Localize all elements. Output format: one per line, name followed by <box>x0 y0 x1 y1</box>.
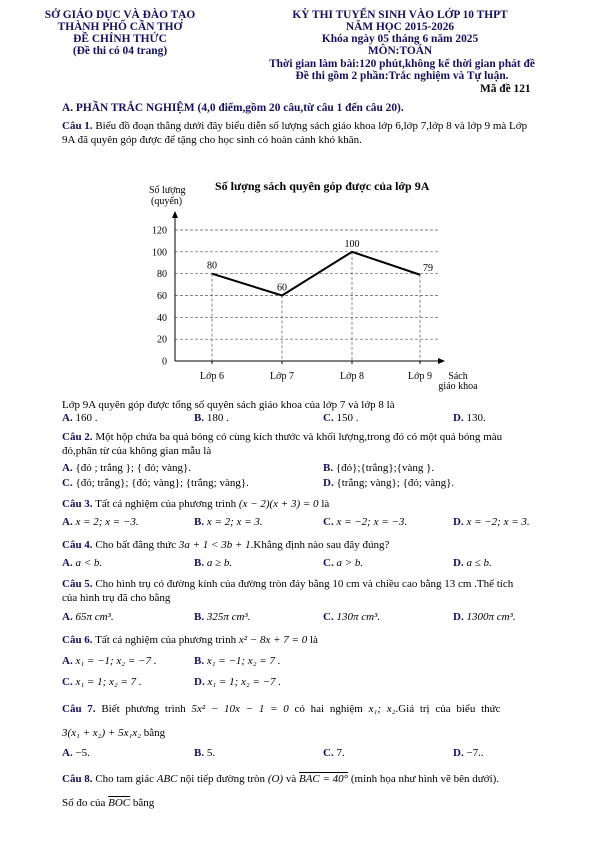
x-tick-label: Lớp 8 <box>340 371 364 382</box>
exam-code: Mã đề 121 <box>480 83 531 95</box>
q2-text-1: Một hộp chứa ba quả bóng có cùng kích thước và khối lượng,trong đó có một quả bóng màu <box>95 431 503 443</box>
q2-text-2: đỏ,phân từ của không gian mẫu là <box>62 445 212 457</box>
q2-option-c[interactable]: C. {đỏ; trắng}; {đỏ; vàng}; {trắng; vàng}. <box>62 477 249 489</box>
q5-option-d[interactable]: D. 1300π cm³. <box>453 611 516 623</box>
q6-option-c[interactable]: C. x₁ = 1; x₂ = 7 . <box>62 676 142 688</box>
header-right-4: MÔN:TOÁN <box>367 45 433 57</box>
header-right-6: Đề thi gồm 2 phần:Trắc nghiệm và Tự luận. <box>295 70 509 82</box>
q6-number: Câu 6. <box>62 634 93 646</box>
y-tick-label: 0 <box>162 356 167 368</box>
q3-option-a[interactable]: A. x = 2; x = −3. <box>62 516 139 528</box>
q1-option-b[interactable]: B. 180 . <box>194 412 229 424</box>
q5-text-2: của hình trụ đã cho bằng <box>62 592 171 604</box>
q4-option-d[interactable]: D. a ≤ b. <box>453 557 492 569</box>
q7-number: Câu 7. <box>62 703 96 715</box>
q2-option-a[interactable]: A. {đỏ ; trắng }; { đỏ; vàng}. <box>62 462 191 474</box>
q7-option-b[interactable]: B. 5. <box>194 747 216 759</box>
q2-line-1 <box>62 431 502 444</box>
x-tick-label: Lớp 7 <box>270 371 294 382</box>
q6-option-b[interactable]: B. x₁ = −1; x₂ = 7 . <box>194 655 281 667</box>
data-label: 79 <box>423 262 433 274</box>
y-tick-label: 100 <box>152 247 167 259</box>
q3-line: Câu 3. Tất cả nghiệm của phương trình (x − 2)(x + 3) = 0 là <box>62 498 330 510</box>
x-axis-label-2: giáo khoa <box>438 381 478 392</box>
q6-option-a[interactable]: A. x₁ = −1; x₂ = −7 . <box>62 655 157 667</box>
q8-number: Câu 8. <box>62 773 93 785</box>
header-right-2: NĂM HỌC 2015-2026 <box>345 21 455 33</box>
y-tick-label: 40 <box>157 312 167 324</box>
data-label: 100 <box>344 238 360 250</box>
q5-option-b[interactable]: B. 325π cm³. <box>194 611 251 623</box>
q4-number: Câu 4. <box>62 539 93 551</box>
x-tick-label: Lớp 9 <box>408 371 432 382</box>
q2-number: Câu 2. <box>62 431 93 443</box>
header-left-2: THÀNH PHỐ CẦN THƠ <box>57 21 183 33</box>
q8-line-1: Câu 8. Cho tam giác ABC nội tiếp đường tròn (O) và BAC = 40° (minh họa như hình vẽ bên dưới). <box>62 773 500 785</box>
q1-option-a[interactable]: A. 160 . <box>62 412 98 424</box>
y-axis-label: Số lượng <box>149 185 186 196</box>
section-a-title: A. PHẦN TRẮC NGHIỆM (4,0 điểm,gồm 20 câu,từ câu 1 đến câu 20). <box>62 102 404 114</box>
q7-line-1: Câu 7. Biết phương trình 5x² − 10x − 1 = 0 có hai nghiệm x₁; x₂.Giá trị của biểu thức <box>62 703 501 715</box>
q1-option-c[interactable]: C. 150 . <box>323 412 359 424</box>
q7-option-a[interactable]: A. −5. <box>62 747 90 759</box>
q4-option-b[interactable]: B. a ≥ b. <box>194 557 233 569</box>
header-right-1: KỲ THI TUYỂN SINH VÀO LỚP 10 THPT <box>292 9 508 21</box>
y-axis-arrow <box>172 211 178 218</box>
q3-option-c[interactable]: C. x = −2; x = −3. <box>323 516 408 528</box>
header-left-1: SỞ GIÁO DỤC VÀ ĐÀO TẠO <box>44 9 196 21</box>
q4-line: Câu 4. Cho bất đẳng thức 3a + 1 < 3b + 1.Khẳng định nào sau đây đúng? <box>62 539 390 551</box>
y-axis-label-unit: (quyển) <box>151 196 183 207</box>
q6-option-d[interactable]: D. x₁ = 1; x₂ = −7 . <box>194 676 282 688</box>
q1-option-d[interactable]: D. 130. <box>453 412 486 424</box>
line-chart <box>140 178 500 393</box>
data-label: 80 <box>207 260 217 272</box>
q1-text-1: Biểu đồ đoạn thẳng dưới đây biểu diễn số lượng sách giáo khoa lớp 6,lớp 7,lớp 8 và lớp 9 mà Lớp <box>95 120 528 132</box>
q7-option-d[interactable]: D. −7.. <box>453 747 484 759</box>
header-right-5: Thời gian làm bài:120 phút,không kể thời gian phát đề <box>269 58 535 70</box>
q7-line-2: 3(x₁ + x₂) + 5x₁x₂ bằng <box>62 727 166 739</box>
q1-text-2: 9A đã quyên góp được để tặng cho học sinh có hoàn cảnh khó khăn. <box>62 134 362 146</box>
q4-option-a[interactable]: A. a < b. <box>62 557 103 569</box>
q1-number: Câu 1. <box>62 120 93 132</box>
q8-line-2: Số đo của $\overline{BOC}$ bằng <box>62 797 155 809</box>
q1-after: Lớp 9A quyên góp được tổng số quyên sách giáo khoa của lớp 7 và lớp 8 là <box>62 399 395 411</box>
y-tick-label: 80 <box>157 269 167 281</box>
q5-line-1: Câu 5. Cho hình trụ có đường kính của đường tròn đáy bằng 10 cm và chiều cao bằng 13 cm .Thể tích <box>62 578 514 590</box>
data-label: 60 <box>277 282 287 294</box>
q1-line-1 <box>62 120 527 133</box>
q3-option-b[interactable]: B. x = 2; x = 3. <box>194 516 263 528</box>
y-tick-label: 20 <box>157 334 167 346</box>
q4-option-c[interactable]: C. a > b. <box>323 557 364 569</box>
header-left-4: (Đề thi có 04 trang) <box>72 45 168 57</box>
header-right-3: Khóa ngày 05 tháng 6 năm 2025 <box>321 33 479 45</box>
y-tick-label: 60 <box>157 291 167 302</box>
q3-option-d[interactable]: D. x = −2; x = 3. <box>453 516 530 528</box>
x-axis-label: Sách <box>448 371 468 382</box>
q5-option-a[interactable]: A. 65π cm³. <box>62 611 114 623</box>
q6-line: Câu 6. Tất cả nghiệm của phương trình x² − 8x + 7 = 0 là <box>62 634 318 646</box>
header-left-3: ĐỀ CHÍNH THỨC <box>73 33 167 45</box>
q3-number: Câu 3. <box>62 498 93 510</box>
x-axis-arrow <box>438 358 445 364</box>
q5-number: Câu 5. <box>62 578 93 590</box>
q2-option-b[interactable]: B. {đỏ};{trắng};{vàng }. <box>323 462 435 474</box>
q5-option-c[interactable]: C. 130π cm³. <box>323 611 381 623</box>
chart-title: Số lượng sách quyên góp được của lớp 9A <box>215 179 430 193</box>
x-tick-label: Lớp 6 <box>200 371 224 382</box>
y-tick-label: 120 <box>152 225 167 237</box>
q7-option-c[interactable]: C. 7. <box>323 747 345 759</box>
q2-option-d[interactable]: D. {trắng; vàng}; {đỏ; vàng}. <box>323 477 455 489</box>
series-line <box>212 252 420 296</box>
